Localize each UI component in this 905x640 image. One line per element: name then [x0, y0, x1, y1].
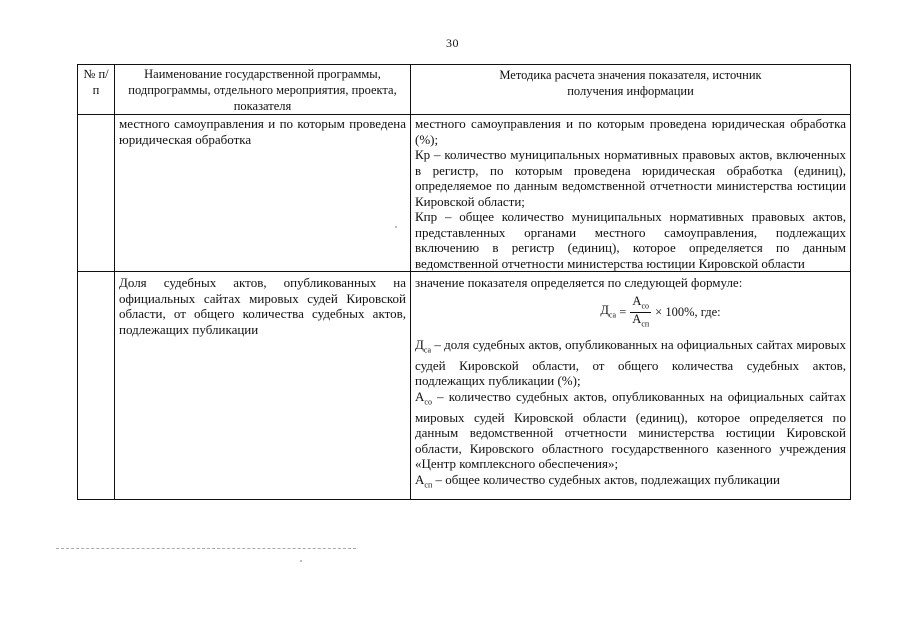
scan-artifact-dot — [300, 560, 302, 562]
row2-def-total: $А_{сп}$ – общее количество судебных актов, подлежащих публикации — [415, 471, 780, 490]
row2-number-cell — [78, 272, 115, 500]
formula — [475, 295, 846, 331]
table-row — [78, 115, 851, 272]
row1-method-p1: местного самоуправления и по которым проведена юридическая обработка (%); — [415, 116, 846, 147]
scan-artifact-line — [56, 548, 356, 549]
page-number: 30 — [446, 36, 459, 50]
formula-lhs: $Д_{са}$ — [600, 302, 617, 319]
row1-method-p3: Кпр – общее количество муниципальных нормативных правовых актов, представленных органами местного самоуправления, подлежащих включению в регистр (единиц), которое определяется по данным ведомственной отчетности министерства юстиции Кировской области — [415, 209, 846, 271]
row2-def-share: $Д_{са}$ – доля судебных актов, опубликованных на официальных сайтах мировых судей Кировской области, от общего количества судебных актов, подлежащих публикации (%); — [415, 336, 846, 389]
row1-method-p2: Кр – количество муниципальных нормативных правовых актов, включенных в регистр, по которым проведена юридическая обработка (единиц), определяемое по данным ведомственной отчетности министерства юстиции Кировской области; — [415, 147, 846, 209]
scan-artifact-dot — [395, 226, 397, 228]
formula-denominator: $А_{сп}$ — [632, 312, 650, 329]
row1-name: местного самоуправления и по которым проведена юридическая обработка — [119, 116, 406, 147]
row1-number-cell — [78, 115, 115, 272]
row2-name: Доля судебных актов, опубликованных на официальных сайтах мировых судей Кировской области, от общего количества судебных актов, подлежащих публикации — [119, 275, 406, 337]
formula-fraction — [630, 295, 651, 331]
row2-def-published: $А_{со}$ – количество судебных актов, опубликованных на официальных сайтах мировых судей Кировской области (единиц), которое определяется по данным ведомственной отчетности министерства юстиции Кировской области, Кировского областного государственного казенного учреждения «Центр комплексного обеспечения»; — [415, 388, 846, 472]
row1-method-cell — [411, 115, 851, 272]
formula-tail: × 100%, где: — [655, 304, 721, 319]
header-method: Методика расчета значения показателя, источник получения информации — [411, 65, 851, 115]
row1-name-cell — [115, 115, 411, 272]
header-number: № п/п — [78, 65, 115, 115]
row2-method-intro: значение показателя определяется по следующей формуле: — [415, 275, 743, 290]
header-name: Наименование государственной программы, подпрограммы, отдельного мероприятия, проекта, показателя — [115, 65, 411, 115]
table-row — [78, 272, 851, 500]
indicator-table — [77, 64, 851, 500]
formula-numerator: $А_{со}$ — [630, 295, 651, 314]
formula-equals: = — [616, 304, 627, 319]
table-header-row — [78, 65, 851, 115]
row2-method-cell — [411, 272, 851, 500]
row2-name-cell — [115, 272, 411, 500]
